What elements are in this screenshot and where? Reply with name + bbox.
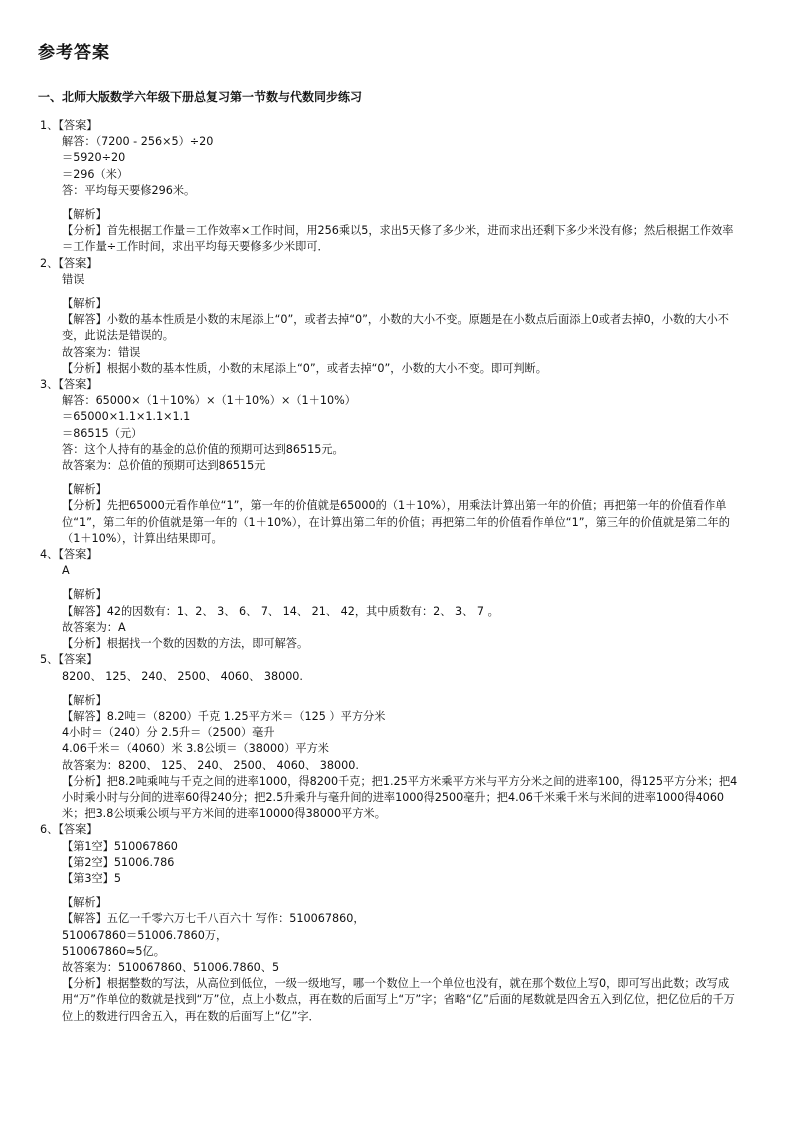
analysis-text: 【分析】根据小数的基本性质，小数的末尾添上“0”，或者去掉“0”，小数的大小不变。即可判断。 (62, 361, 547, 375)
answer-line: A (62, 564, 70, 578)
analysis-heading: 【解析】 (62, 208, 107, 222)
analysis-text: 故答案为：A (62, 620, 126, 634)
analysis-text: 【分析】先把65000元看作单位“1”，第一年的价值就是65000的（1＋10%），用乘法计算出第一年的价值；再把第一年的价值看作单位“1”，第二年的价值就是第一年的（1＋10%），在计算出第二年的价值；再把第二年的价值看作单位“1”，第三年的价值就是第二年的（1＋10%），计算出结果即可。 (62, 499, 730, 545)
question-number: 3、【答案】 (40, 378, 98, 392)
answer-line: ＝296（米） (62, 167, 129, 181)
question-1 (40, 118, 740, 256)
analysis-text: 510067860≈5亿。 (62, 944, 165, 958)
analysis-text: 510067860＝51006.7860万， (62, 928, 228, 942)
analysis-heading: 【解析】 (62, 297, 107, 311)
answer-line: 【第2空】51006.786 (62, 855, 175, 869)
answer-line: 解答：65000×（1＋10%）×（1＋10%）×（1＋10%） (62, 394, 356, 408)
question-5 (40, 652, 740, 822)
answer-line: 【第3空】5 (62, 871, 121, 885)
question-number: 4、【答案】 (40, 548, 98, 562)
analysis-text: 故答案为：8200、 125、 240、 2500、 4060、 38000. (62, 758, 359, 772)
analysis-text: 故答案为：510067860、51006.7860、5 (62, 960, 280, 974)
analysis-heading: 【解析】 (62, 588, 107, 602)
answer-line: ＝5920÷20 (62, 151, 126, 165)
analysis-text: 【解答】42的因数有：1、2、 3、 6、 7、 14、 21、 42，其中质数有：2、 3、 7 。 (62, 604, 499, 618)
analysis-heading: 【解析】 (62, 896, 107, 910)
answer-line: 答：这个人持有的基金的总价值的预期可达到86515元。 (62, 442, 344, 456)
answer-line: 故答案为：总价值的预期可达到86515元 (62, 459, 266, 473)
answer-line: 错误 (62, 272, 85, 286)
analysis-text: 【分析】首先根据工作量＝工作效率×工作时间，用256乘以5，求出5天修了多少米，进而求出还剩下多少米没有修；然后根据工作效率＝工作量÷工作时间，求出平均每天要修多少米即可． (62, 224, 734, 254)
analysis-text: 4.06千米＝（4060）米 3.8公顷＝（38000）平方米 (62, 742, 329, 756)
question-4 (40, 547, 740, 652)
analysis-text: 【解答】五亿一千零六万七千八百六十 写作：510067860， (62, 912, 365, 926)
analysis-heading: 【解析】 (62, 483, 107, 497)
question-number: 2、【答案】 (40, 256, 98, 270)
question-3 (40, 377, 740, 547)
question-number: 6、【答案】 (40, 823, 98, 837)
analysis-text: 4小时＝（240）分 2.5升＝（2500）毫升 (62, 726, 275, 740)
answer-line: ＝86515（元） (62, 426, 143, 440)
answer-line: 答：平均每天要修296米。 (62, 183, 196, 197)
analysis-text: 故答案为：错误 (62, 345, 141, 359)
question-6 (40, 822, 740, 1024)
answer-line: 解答：（7200 - 256×5）÷20 (62, 135, 214, 149)
analysis-text: 【分析】把8.2吨乘吨与千克之间的进率1000，得8200千克；把1.25平方米乘平方米与平方分米之间的进率100，得125平方分米；把4小时乘小时与分间的进率60得240分；把2.5升乘升与毫升间的进率1000得2500毫升；把4.06千米乘千米与米间的进率1000得4060米；把3.8公顷乘公顷与平方米间的进率10000得38000平方米。 (62, 774, 738, 821)
answer-line: 8200、 125、 240、 2500、 4060、 38000. (62, 669, 303, 683)
answers-content (40, 118, 740, 1025)
answer-line: ＝65000×1.1×1.1×1.1 (62, 410, 191, 424)
page-title: 参考答案 (38, 43, 110, 63)
question-2 (40, 256, 740, 377)
analysis-text: 【分析】根据找一个数的因数的方法，即可解答。 (62, 637, 309, 651)
analysis-heading: 【解析】 (62, 693, 107, 707)
question-number: 1、【答案】 (40, 119, 98, 132)
section-heading: 一、北师大版数学六年级下册总复习第一节数与代数同步练习 (38, 90, 363, 104)
analysis-text: 【分析】根据整数的写法，从高位到低位，一级一级地写，哪一个数位上一个单位也没有，就在那个数位上写0，即可写出此数；改写成用“万”作单位的数就是找到“万”位，点上小数点，再在数的后面写上“万”字；省略“亿”后面的尾数就是四舍五入到亿位，把亿位后的千万位上的数进行四舍五入，再在数的后面写上“亿”字． (62, 977, 735, 1023)
answer-line: 【第1空】510067860 (62, 839, 178, 853)
analysis-text: 【解答】小数的基本性质是小数的末尾添上“0”，或者去掉“0”，小数的大小不变。原题是在小数点后面添上0或者去掉0，小数的大小不变，此说法是错误的。 (62, 313, 729, 343)
question-number: 5、【答案】 (40, 653, 98, 667)
analysis-text: 【解答】8.2吨＝（8200）千克 1.25平方米＝（125 ）平方分米 (62, 709, 386, 723)
